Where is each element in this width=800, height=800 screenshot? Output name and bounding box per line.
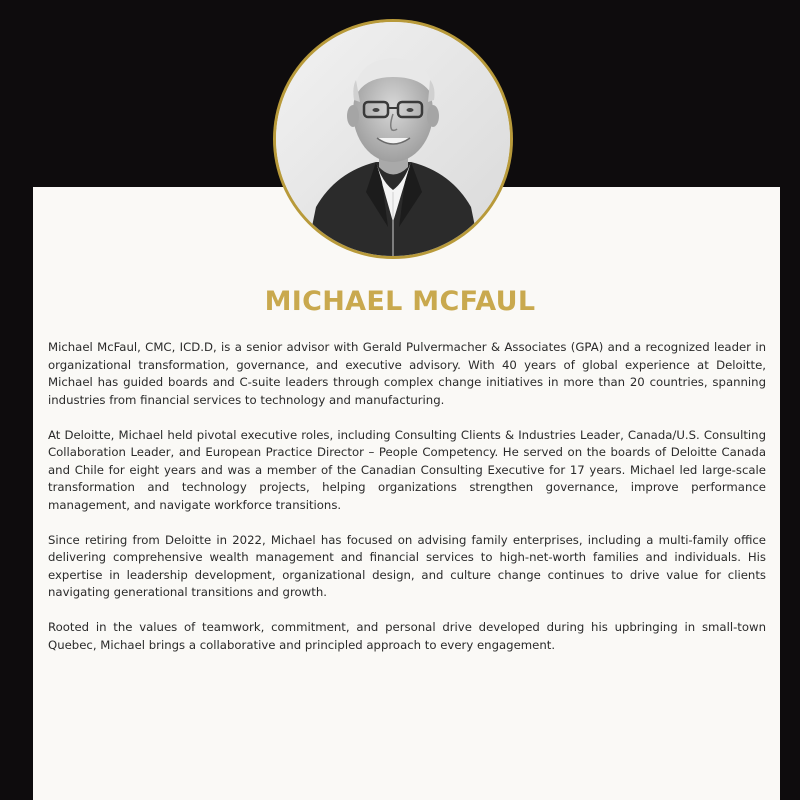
bio-paragraph: Since retiring from Deloitte in 2022, Michael has focused on advising family enterprises, including a multi-family office delivering comprehensive wealth management and financial services to high-net-worth families and individuals. His expertise in leadership development, organizational design, and culture change continues to drive value for clients navigating generational transitions and growth. [48, 532, 766, 599]
person-photo-icon [276, 22, 510, 256]
bio-text [48, 339, 766, 672]
bio-paragraph: At Deloitte, Michael held pivotal executive roles, including Consulting Clients & Industries Leader, Canada/U.S. Consulting Collaboration Leader, and European Practice Director – People Competency. He served on the boards of Deloitte Canada and Chile for eight years and was a member of the Canadian Consulting Executive for 17 years. Michael led large-scale transformation and technology projects, helping organizations strengthen governance, improve performance management, and navigate workforce transitions. [48, 427, 766, 512]
bio-paragraph: Rooted in the values of teamwork, commitment, and personal drive developed during his upbringing in small-town Quebec, Michael brings a collaborative and principled approach to every engagement. [48, 620, 766, 652]
portrait-photo [276, 22, 510, 256]
bio-paragraph: Michael McFaul, CMC, ICD.D, is a senior advisor with Gerald Pulvermacher & Associates (GPA) and a recognized leader in organizational transformation, governance, and executive advisory. With 40 years of global experience at Deloitte, Michael has guided boards and C-suite leaders through complex change initiatives in more than 20 countries, spanning industries from financial services to technology and manufacturing. [48, 340, 766, 407]
portrait-frame [273, 19, 513, 259]
person-name: MICHAEL MCFAUL [264, 286, 536, 317]
